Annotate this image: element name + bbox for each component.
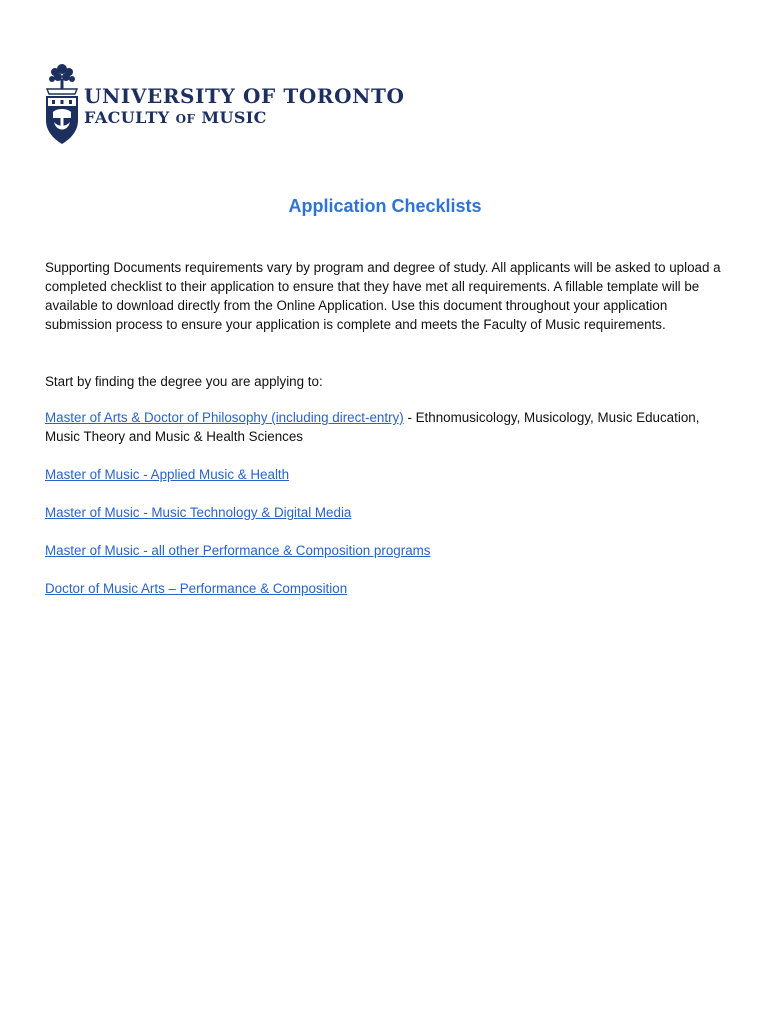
university-name: UNIVERSITY OF TORONTO: [84, 84, 405, 108]
logo-wordmark: [84, 62, 405, 129]
page-title: Application Checklists: [288, 196, 482, 216]
link-dma-performance-composition[interactable]: Doctor of Music Arts – Performance & Composition: [45, 581, 348, 596]
degree-item-ma-phd: [45, 408, 725, 446]
start-prompt: Start by finding the degree you are applying to:: [45, 374, 323, 389]
link-mmus-music-technology[interactable]: Master of Music - Music Technology & Digital Media: [45, 505, 352, 520]
intro-paragraph: Supporting Documents requirements vary by program and degree of study. All applicants will be asked to upload a completed checklist to their application to ensure that they have met all requirements. A fillable template will be available to download directly from the Online Application. Use this document throughout your application submission process to ensure your application is complete and meets the Faculty of Music requirements.: [45, 260, 721, 332]
faculty-music: MUSIC: [201, 108, 267, 127]
degree-item-mmus-technology: [45, 503, 725, 522]
link-mmus-applied-music-health[interactable]: Master of Music - Applied Music & Health: [45, 467, 290, 482]
faculty-of: OF: [175, 112, 196, 126]
link-ma-phd[interactable]: Master of Arts & Doctor of Philosophy (including direct-entry): [45, 410, 404, 425]
link-mmus-performance-composition[interactable]: Master of Music - all other Performance & Composition programs: [45, 543, 431, 558]
faculty-prefix: FACULTY: [84, 108, 170, 127]
degree-item-mmus-performance: [45, 541, 725, 560]
degree-item-mmus-applied-health: [45, 465, 725, 484]
degree-item-ma-phd-description: - Ethnomusicology, Musicology, Music Education, Music Theory and Music & Health Sciences: [45, 410, 700, 444]
degree-item-dma: [45, 579, 725, 598]
university-logo: [44, 62, 405, 146]
university-crest-icon: [44, 62, 80, 146]
faculty-name: [84, 108, 405, 129]
